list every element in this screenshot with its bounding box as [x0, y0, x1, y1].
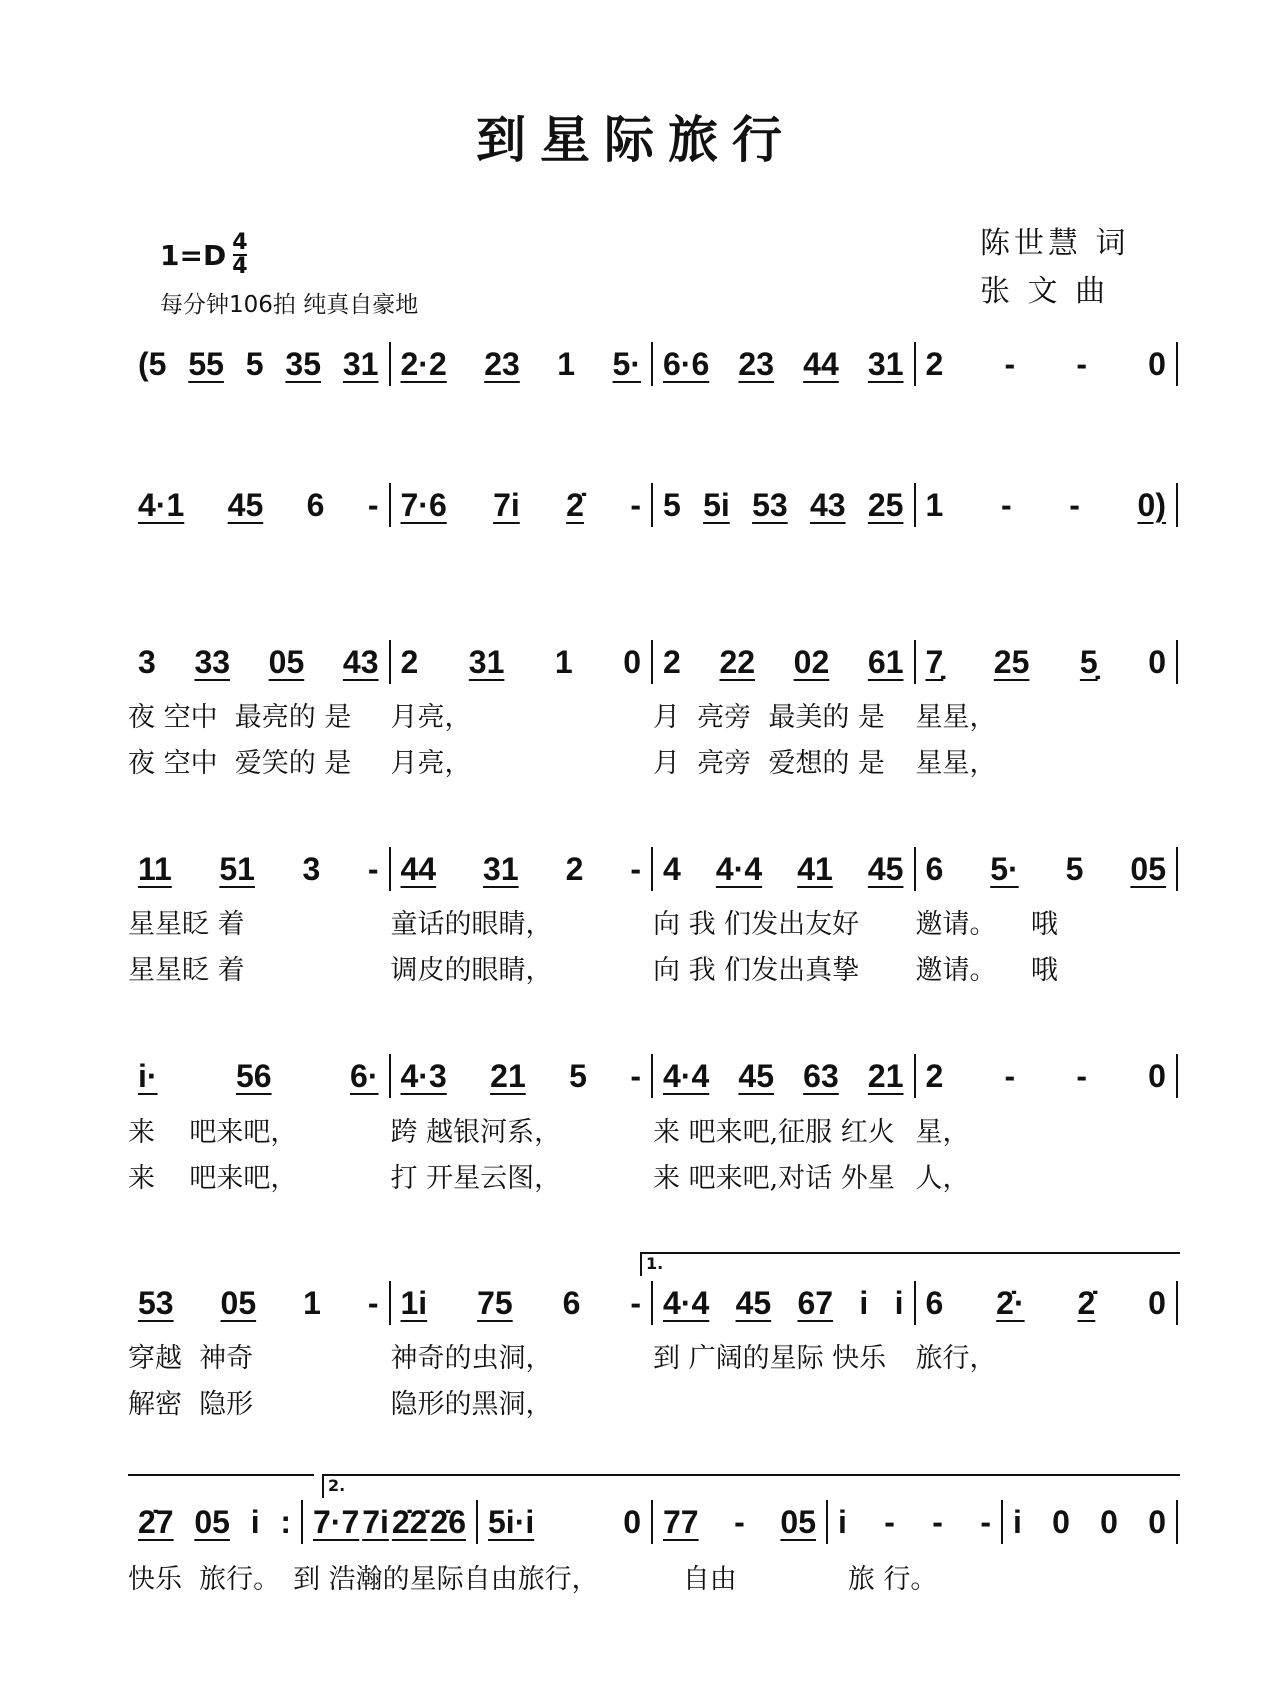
note-group: 41 [797, 850, 833, 887]
note-group: 02 [793, 643, 830, 680]
note-group: 0 [1052, 1503, 1070, 1540]
note-group: 2 [565, 850, 584, 887]
note-group: 1 [557, 345, 576, 382]
note-group: 0 [1148, 1284, 1166, 1321]
volta-1-continuation [128, 1474, 314, 1476]
note-group: - [367, 486, 379, 523]
lyric-segment: 夜 空中 爱笑的 是 [128, 748, 352, 779]
lyric-segment: 向 我 们发出真挚 [653, 955, 860, 986]
note-group: 1 [554, 643, 573, 680]
note-group: - [1076, 1057, 1087, 1094]
note-group: 33 [194, 643, 231, 680]
lyric-line [128, 1336, 1178, 1375]
measure [653, 1281, 916, 1325]
note-group: 5 [569, 1057, 587, 1094]
notation-row [128, 1281, 1178, 1325]
lyric-segment: 旅行， [517, 1564, 599, 1595]
lyric-line [128, 902, 1178, 941]
note-group: 61 [867, 643, 904, 680]
note-group: - [734, 1503, 745, 1540]
notation-row [128, 1054, 1178, 1098]
note-group: i [1013, 1503, 1022, 1540]
note-group: 5 [245, 345, 264, 382]
note-group: 53 [752, 486, 788, 523]
measure [916, 1054, 1179, 1098]
lyric-segment: 星星， [915, 748, 997, 779]
measure [653, 640, 916, 684]
lyric-line [128, 948, 1178, 987]
lyric-segment: 调皮的眼睛， [390, 955, 553, 986]
measure [128, 847, 391, 891]
note-group: - [884, 1503, 895, 1540]
measure [128, 1054, 391, 1098]
note-group: 0 [1100, 1503, 1118, 1540]
note-group: - [367, 850, 379, 887]
note-group: - [932, 1503, 943, 1540]
note-group: i· [138, 1057, 158, 1094]
note-group: 6 [306, 486, 325, 523]
lyric-segment: 向 我 们发出友好 [653, 909, 860, 940]
measure [391, 342, 654, 386]
note-group: - [1004, 345, 1016, 382]
note-group: - [630, 1057, 641, 1094]
measure [391, 640, 654, 684]
note-group: 45 [227, 486, 264, 523]
volta-1-label: 1. [646, 1254, 664, 1273]
note-group: 75 [477, 1284, 513, 1321]
note-group: 5 [1065, 850, 1084, 887]
note-group: 23 [484, 345, 520, 382]
note-group: 2̇· [996, 1284, 1025, 1321]
lyric-segment: 旅行， [915, 1343, 997, 1374]
note-group: 43 [342, 643, 379, 680]
note-group: : [280, 1503, 291, 1540]
lyricist-credit: 陈世慧 词 [980, 226, 1130, 261]
note-group: (5 [138, 345, 167, 382]
note-group: - [630, 1284, 641, 1321]
note-group: 21 [867, 1057, 904, 1094]
note-group: 1 [925, 486, 944, 523]
note-group: 6 [925, 1284, 944, 1321]
lyric-segment: 月 亮旁 爱想的 是 [653, 748, 885, 779]
measure [916, 483, 1179, 527]
note-group: 3 [302, 850, 321, 887]
note-group: 05 [1130, 850, 1166, 887]
note-group: 25 [867, 486, 904, 523]
note-group: 05 [780, 1503, 816, 1540]
note-group: 67 [797, 1284, 834, 1321]
lyric-segment: 星星， [915, 702, 997, 733]
time-signature [232, 232, 247, 278]
measure [1003, 1500, 1178, 1544]
lyric-segment: 穿越 神奇 [128, 1343, 254, 1374]
note-group: 31 [468, 643, 505, 680]
note-group: 6 [562, 1284, 581, 1321]
note-group: 25 [993, 643, 1030, 680]
song-title: 到星际旅行 [476, 110, 796, 169]
measure [653, 483, 916, 527]
measure [653, 847, 916, 891]
note-group: 6· [350, 1057, 379, 1094]
note-group: 05 [194, 1503, 230, 1540]
note-group: 3 [138, 643, 156, 680]
note-group: 63 [803, 1057, 839, 1094]
lyric-segment: 来 吧来吧,对话 外星 [653, 1163, 895, 1194]
time-top: 4 [232, 230, 248, 255]
note-group: 6 [925, 850, 944, 887]
note-group: 2·2 [400, 345, 447, 382]
lyric-segment: 到 广阔的星际 快乐 [653, 1343, 887, 1374]
lyric-segment [916, 1382, 1179, 1421]
note-group: - [1076, 345, 1087, 382]
note-group: 0 [623, 1503, 641, 1540]
lyric-segment: 来 吧来吧， [128, 1117, 298, 1148]
composer-credit: 张 文 曲 [980, 274, 1110, 309]
note-group: i [894, 1284, 904, 1321]
note-group: 23 [738, 345, 774, 382]
notation-row [128, 640, 1178, 684]
note-group: 2̇ [566, 486, 584, 523]
measure [916, 640, 1179, 684]
lyric-line [128, 1382, 1178, 1421]
note-group: 2̇7 [138, 1503, 174, 1540]
volta-2 [322, 1474, 1180, 1498]
measure [478, 1500, 653, 1544]
measure [391, 483, 654, 527]
note-group: 44 [803, 345, 839, 382]
note-group: 0) [1137, 486, 1166, 523]
lyric-segment: 邀请。 哦 [915, 955, 1058, 986]
note-group: i [859, 1284, 869, 1321]
note-group: 45 [867, 850, 904, 887]
lyric-segment: 月亮， [390, 748, 472, 779]
note-group: 43 [809, 486, 846, 523]
measure [916, 1281, 1179, 1325]
note-group: 5̣ [1079, 643, 1098, 680]
note-group: 0 [1148, 345, 1166, 382]
lyric-segment: 来 吧来吧,征服 红火 [653, 1117, 895, 1148]
volta-2-label: 2. [328, 1476, 346, 1495]
note-group: 2 [400, 643, 419, 680]
measure [128, 483, 391, 527]
note-group: 4·4 [663, 1284, 710, 1321]
measure [391, 1054, 654, 1098]
note-group: 0 [623, 643, 641, 680]
measure [653, 1054, 916, 1098]
note-group: 55 [188, 345, 224, 382]
note-group: 4 [663, 850, 681, 887]
measure [828, 1500, 1003, 1544]
measure [128, 640, 391, 684]
lyric-segment: 月亮， [390, 702, 472, 733]
note-group: i [250, 1503, 260, 1540]
note-group: 7·7 [313, 1503, 360, 1540]
lyric-line [128, 695, 1178, 734]
lyric-segment: 星星眨 着 [128, 955, 245, 986]
notation-row [128, 483, 1178, 527]
lyric-segment: 人， [915, 1163, 970, 1194]
note-group: 2 [925, 1057, 944, 1094]
lyric-line [128, 1110, 1178, 1149]
note-group: 53 [138, 1284, 174, 1321]
notation-row [128, 847, 1178, 891]
note-group: 2̇6 [430, 1503, 466, 1540]
measure [916, 847, 1179, 891]
key-label: 1=D [160, 238, 227, 272]
note-group: 4·1 [138, 486, 185, 523]
note-group: 56 [236, 1057, 272, 1094]
note-group: - [367, 1284, 379, 1321]
measure [653, 1500, 828, 1544]
measure [128, 342, 391, 386]
lyric-segment: 快乐 旅行。 [128, 1564, 281, 1595]
notation-row [128, 1500, 1178, 1544]
lyric-segment: 到 浩瀚的星际自由 [293, 1564, 518, 1595]
note-group: 0 [1148, 1057, 1166, 1094]
note-group: - [1004, 1057, 1016, 1094]
lyric-segment: 自由 [682, 1564, 737, 1595]
lyric-segment: 夜 空中 最亮的 是 [128, 702, 352, 733]
note-group: 21 [490, 1057, 526, 1094]
note-group: 45 [738, 1057, 774, 1094]
note-group: - [1069, 486, 1080, 523]
volta-1 [640, 1252, 1180, 1276]
lyric-segment [653, 1382, 916, 1421]
note-group: 31 [342, 345, 379, 382]
note-group: 5i·i [488, 1503, 535, 1540]
lyric-segment: 打 开星云图， [390, 1163, 562, 1194]
note-group: 2̇2̇ [391, 1503, 428, 1540]
measure [391, 1281, 654, 1325]
note-group: 7̣ [925, 643, 944, 680]
note-group: - [1000, 486, 1012, 523]
note-group: 77 [663, 1503, 699, 1540]
note-group: 6·6 [663, 345, 710, 382]
note-group: - [630, 486, 641, 523]
lyric-line [128, 1557, 1178, 1596]
note-group: - [980, 1503, 991, 1540]
lyric-segment: 旅 行。 [847, 1564, 938, 1595]
note-group: - [630, 850, 641, 887]
note-group: 31 [867, 345, 904, 382]
lyric-segment: 月 亮旁 最美的 是 [653, 702, 885, 733]
measure [653, 342, 916, 386]
note-group: i [838, 1503, 847, 1540]
lyric-segment: 星星眨 着 [128, 909, 245, 940]
note-group: 7i [362, 1503, 389, 1540]
lyric-segment: 童话的眼睛， [390, 909, 553, 940]
note-group: 0 [1148, 1503, 1166, 1540]
measure [391, 847, 654, 891]
lyric-segment: 来 吧来吧， [128, 1163, 298, 1194]
lyric-segment: 跨 越银河系， [390, 1117, 562, 1148]
lyric-segment: 神奇的虫洞， [390, 1343, 553, 1374]
note-group: 7·6 [400, 486, 447, 523]
lyric-segment [1013, 1557, 1178, 1596]
measure [916, 342, 1179, 386]
tempo-marking: 每分钟106拍 纯真自豪地 [160, 292, 419, 318]
lyric-segment: 隐形的黑洞， [390, 1389, 553, 1420]
lyric-segment: 邀请。 哦 [915, 909, 1058, 940]
key-signature [160, 232, 248, 278]
lyric-line [128, 741, 1178, 780]
note-group: 35 [285, 345, 322, 382]
note-group: 44 [400, 850, 437, 887]
note-group: 22 [719, 643, 756, 680]
measure [128, 1500, 303, 1544]
time-bottom: 4 [232, 254, 248, 279]
note-group: 31 [483, 850, 519, 887]
note-group: 4·4 [715, 850, 763, 887]
note-group: 0 [1148, 643, 1166, 680]
note-group: 2 [925, 345, 944, 382]
notation-row [128, 342, 1178, 386]
note-group: 5i [703, 486, 730, 523]
note-group: 5 [663, 486, 681, 523]
note-group: 2 [663, 643, 681, 680]
note-group: 45 [735, 1284, 772, 1321]
note-group: 05 [268, 643, 305, 680]
lyric-segment: 解密 隐形 [128, 1389, 254, 1420]
note-group: 5· [612, 345, 641, 382]
note-group: 1 [303, 1284, 321, 1321]
note-group: 05 [220, 1284, 257, 1321]
note-group: 51 [219, 850, 255, 887]
lyric-segment: 星， [915, 1117, 970, 1148]
note-group: 1i [400, 1284, 428, 1321]
measure [128, 1281, 391, 1325]
note-group: 2̇ [1077, 1284, 1096, 1321]
note-group: 5· [990, 850, 1019, 887]
note-group: 11 [138, 850, 172, 887]
measure [303, 1500, 478, 1544]
note-group: 7i [493, 486, 520, 523]
note-group: 4·3 [400, 1057, 447, 1094]
note-group: 4·4 [663, 1057, 710, 1094]
lyric-line [128, 1156, 1178, 1195]
